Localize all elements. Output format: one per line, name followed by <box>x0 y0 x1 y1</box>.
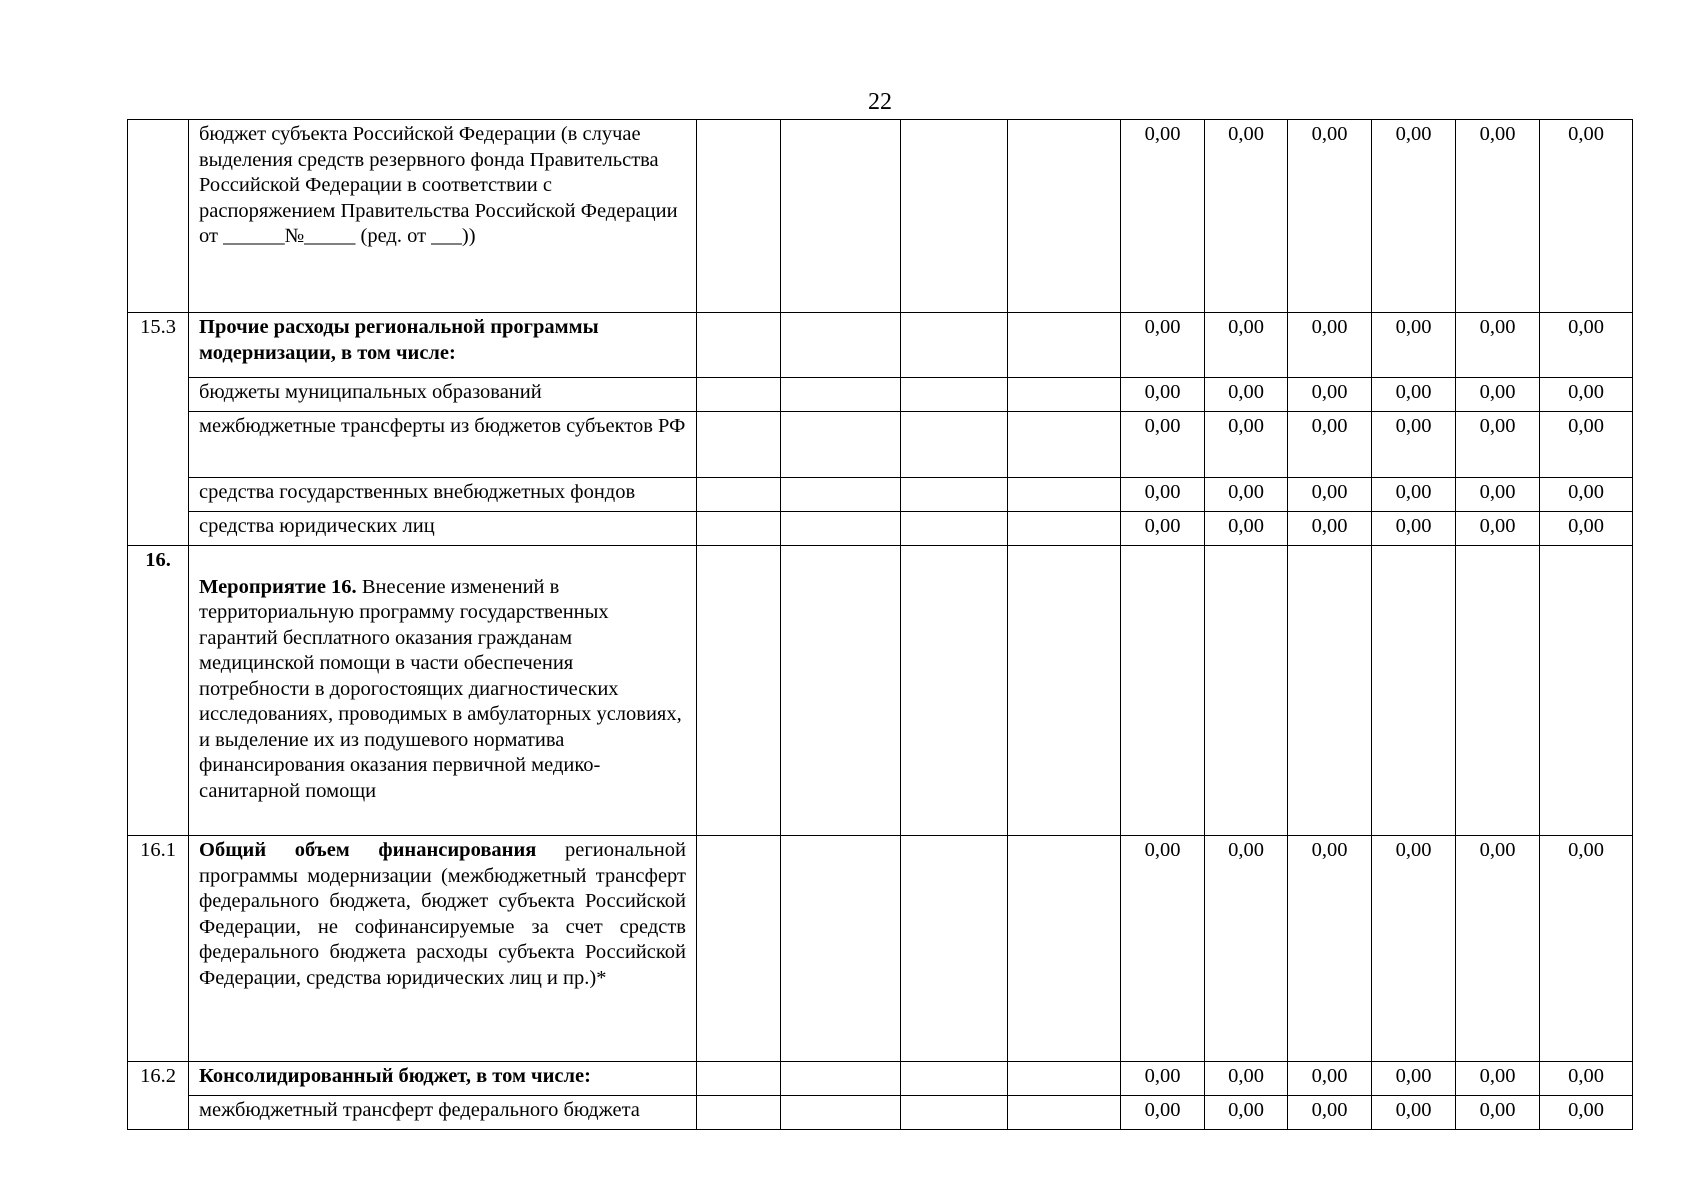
value-cell: 0,00 <box>1456 1096 1540 1130</box>
empty-cell <box>901 512 1008 546</box>
empty-cell <box>781 120 901 313</box>
table-row <box>128 412 1633 478</box>
value-cell: 0,00 <box>1456 478 1540 512</box>
table-row <box>128 478 1633 512</box>
empty-cell <box>697 836 781 1062</box>
empty-cell <box>697 1096 781 1130</box>
empty-cell <box>1008 412 1121 478</box>
value-cell: 0,00 <box>1456 120 1540 313</box>
value-cell: 0,00 <box>1288 1096 1372 1130</box>
table-row <box>128 378 1633 412</box>
empty-cell <box>697 412 781 478</box>
value-cell: 0,00 <box>1372 313 1456 378</box>
empty-cell <box>901 120 1008 313</box>
value-cell: 0,00 <box>1456 378 1540 412</box>
value-cell: 0,00 <box>1121 378 1205 412</box>
value-cell: 0,00 <box>1456 412 1540 478</box>
row-number: 16.1 <box>128 836 189 1062</box>
measure-title: Мероприятие 16. <box>199 575 357 598</box>
value-cell: 0,00 <box>1456 512 1540 546</box>
empty-cell <box>901 1062 1008 1096</box>
value-cell: 0,00 <box>1372 1096 1456 1130</box>
empty-cell <box>1008 546 1121 836</box>
value-cell: 0,00 <box>1540 836 1633 1062</box>
empty-cell <box>781 478 901 512</box>
value-cell: 0,00 <box>1205 478 1288 512</box>
empty-cell <box>781 512 901 546</box>
total-financing-label: Общий объем финансирования <box>199 839 537 861</box>
empty-cell <box>781 378 901 412</box>
empty-cell <box>1121 546 1205 836</box>
value-cell: 0,00 <box>1288 512 1372 546</box>
table-row <box>128 546 1633 836</box>
empty-cell <box>901 412 1008 478</box>
row-description: Прочие расходы региональной программы модернизации, в том числе: <box>189 313 697 378</box>
value-cell: 0,00 <box>1456 836 1540 1062</box>
empty-cell <box>697 313 781 378</box>
value-cell: 0,00 <box>1121 412 1205 478</box>
value-cell: 0,00 <box>1121 836 1205 1062</box>
table-row <box>128 512 1633 546</box>
empty-cell <box>1008 1096 1121 1130</box>
empty-cell <box>1008 120 1121 313</box>
value-cell: 0,00 <box>1288 313 1372 378</box>
empty-cell <box>901 313 1008 378</box>
value-cell: 0,00 <box>1205 378 1288 412</box>
empty-cell <box>901 378 1008 412</box>
empty-cell <box>901 546 1008 836</box>
value-cell: 0,00 <box>1288 1062 1372 1096</box>
empty-cell <box>901 478 1008 512</box>
row-description: средства юридических лиц <box>189 512 697 546</box>
empty-cell <box>697 378 781 412</box>
row-description: межбюджетные трансферты из бюджетов субъектов РФ <box>189 412 697 478</box>
row-number: 16.2 <box>128 1062 189 1130</box>
value-cell: 0,00 <box>1372 378 1456 412</box>
value-cell: 0,00 <box>1288 378 1372 412</box>
value-cell: 0,00 <box>1540 1096 1633 1130</box>
value-cell: 0,00 <box>1540 120 1633 313</box>
empty-cell <box>697 478 781 512</box>
empty-cell <box>697 120 781 313</box>
empty-cell <box>781 412 901 478</box>
empty-cell <box>1008 1062 1121 1096</box>
value-cell: 0,00 <box>1288 478 1372 512</box>
empty-cell <box>1008 836 1121 1062</box>
value-cell: 0,00 <box>1205 120 1288 313</box>
value-cell: 0,00 <box>1121 120 1205 313</box>
value-cell: 0,00 <box>1121 1062 1205 1096</box>
value-cell: 0,00 <box>1540 478 1633 512</box>
row-description: межбюджетный трансферт федерального бюджета <box>189 1096 697 1130</box>
value-cell: 0,00 <box>1372 120 1456 313</box>
empty-cell <box>901 836 1008 1062</box>
value-cell: 0,00 <box>1456 1062 1540 1096</box>
empty-cell <box>697 512 781 546</box>
value-cell: 0,00 <box>1540 313 1633 378</box>
value-cell: 0,00 <box>1372 512 1456 546</box>
empty-cell <box>781 313 901 378</box>
value-cell: 0,00 <box>1288 120 1372 313</box>
empty-cell <box>1540 546 1633 836</box>
value-cell: 0,00 <box>1205 512 1288 546</box>
value-cell: 0,00 <box>1288 836 1372 1062</box>
row-description: средства государственных внебюджетных фондов <box>189 478 697 512</box>
table-row <box>128 1062 1633 1096</box>
value-cell: 0,00 <box>1372 412 1456 478</box>
row-description <box>189 836 697 1062</box>
empty-cell <box>1008 512 1121 546</box>
row-description: бюджеты муниципальных образований <box>189 378 697 412</box>
value-cell: 0,00 <box>1121 512 1205 546</box>
empty-cell <box>1008 478 1121 512</box>
value-cell: 0,00 <box>1205 313 1288 378</box>
value-cell: 0,00 <box>1205 836 1288 1062</box>
value-cell: 0,00 <box>1372 836 1456 1062</box>
empty-cell <box>781 546 901 836</box>
value-cell: 0,00 <box>1205 412 1288 478</box>
total-financing-text: региональной программы модернизации (межбюджетный трансферт федерального бюджета, бюджет субъекта Российской Федерации, не софинансируемые за счет средств федерального бюджета расходы субъекта Российской Федерации, средства юридических лиц и пр.)* <box>199 839 686 989</box>
table-row <box>128 1096 1633 1130</box>
row-description <box>189 546 697 836</box>
empty-cell <box>697 1062 781 1096</box>
row-number: 16. <box>128 546 189 836</box>
page-number: 22 <box>868 89 892 115</box>
row-number <box>128 120 189 313</box>
table-row <box>128 836 1633 1062</box>
row-description: Консолидированный бюджет, в том числе: <box>189 1062 697 1096</box>
value-cell: 0,00 <box>1121 478 1205 512</box>
row-number: 15.3 <box>128 313 189 546</box>
value-cell: 0,00 <box>1456 313 1540 378</box>
value-cell: 0,00 <box>1372 478 1456 512</box>
empty-cell <box>697 546 781 836</box>
empty-cell <box>901 1096 1008 1130</box>
value-cell: 0,00 <box>1121 1096 1205 1130</box>
value-cell: 0,00 <box>1540 378 1633 412</box>
empty-cell <box>1008 378 1121 412</box>
financing-table <box>127 119 1633 1130</box>
value-cell: 0,00 <box>1540 1062 1633 1096</box>
value-cell: 0,00 <box>1540 512 1633 546</box>
value-cell: 0,00 <box>1288 412 1372 478</box>
empty-cell <box>1456 546 1540 836</box>
value-cell: 0,00 <box>1540 412 1633 478</box>
empty-cell <box>1372 546 1456 836</box>
value-cell: 0,00 <box>1121 313 1205 378</box>
empty-cell <box>781 1062 901 1096</box>
table-row <box>128 313 1633 378</box>
measure-text: Внесение изменений в территориальную программу государственных гарантий бесплатного оказания гражданам медицинской помощи в части обеспечения потребности в дорогостоящих диагностических исследованиях, проводимых в амбулаторных условиях, и выделение их из подушевого норматива финансирования оказания первичной медико-санитарной помощи <box>199 575 682 802</box>
row-description: бюджет субъекта Российской Федерации (в случае выделения средств резервного фонда Правительства Российской Федерации в соответствии с распоряжением Правительства Российской Федерации от ______№_____ (ред. от ___)) <box>189 120 697 313</box>
empty-cell <box>1205 546 1288 836</box>
empty-cell <box>781 1096 901 1130</box>
value-cell: 0,00 <box>1372 1062 1456 1096</box>
empty-cell <box>1288 546 1372 836</box>
table-row <box>128 120 1633 313</box>
empty-cell <box>781 836 901 1062</box>
value-cell: 0,00 <box>1205 1062 1288 1096</box>
empty-cell <box>1008 313 1121 378</box>
value-cell: 0,00 <box>1205 1096 1288 1130</box>
